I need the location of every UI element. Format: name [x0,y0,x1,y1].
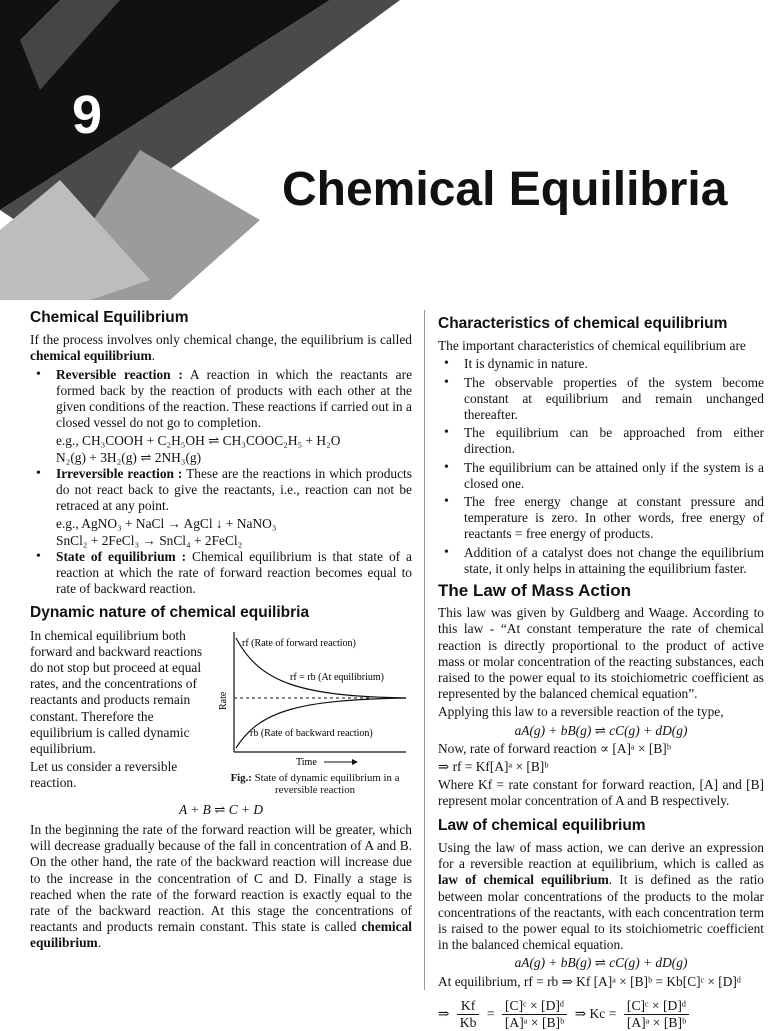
kf-over-kb-fraction [457,998,480,1031]
concentration-fraction-2 [624,998,689,1031]
chemical-equilibrium-equation-2: At equilibrium, rf = rb ⇒ Kf [A]ᵃ × [B]ᵇ = Kb[C]ᶜ × [D]ᵈ [438,973,742,989]
section-heading-dynamic-nature: Dynamic nature of chemical equilibria [30,604,310,622]
reversible-label: Reversible reaction : [56,366,183,382]
equilibrium-label: rf = rb (At equilibrium) [290,671,384,683]
characteristic-item: • The free energy change at constant pressure and temperature is zero. In other words, free energy of reactants = free energy of products. [438,494,764,543]
dynamic-text [30,628,212,796]
rate-time-graph [220,628,410,768]
state-text: Chemical equilibrium is that state of a reaction at which the rate of forward reaction becomes equal to rate of backward reaction. [56,548,412,597]
intro-paragraph: If the process involves only chemical change, the equilibrium is called chemical equilibrium. [30,332,412,364]
chapter-banner [0,0,768,300]
irreversible-reaction-item [30,466,412,515]
implies-arrow-2: ⇒ [574,1005,587,1021]
kc-label: Kc = [589,1005,617,1021]
time-arrow-head [352,759,358,765]
reversible-example-1: e.g., CH₃COOH + C₂H₅OH ⇌ CH₃COOC₂H₅ + H₂O [56,433,341,449]
definition-list-2 [30,466,412,515]
characteristic-item: • Addition of a catalyst does not change the equilibrium state, it only helps in attaining the equilibrium faster. [438,545,764,577]
dynamic-paragraph-3-bold: chemical equilibrium [30,919,412,951]
backward-label: rb (Rate of backward reaction) [250,727,373,739]
kb-denominator: Kb [459,1014,477,1030]
section-heading-characteristics: Characteristics of chemical equilibrium [438,315,728,332]
reactants-denominator-1: [A]ᵃ × [B]ᵇ [504,1014,565,1030]
right-column [438,312,764,1031]
concentration-fraction-1 [502,998,567,1031]
irreversible-example-1: e.g., AgNO₃ + NaCl → AgCl ↓ + NaNO₃ [56,516,277,532]
definition-list-3 [30,549,412,598]
y-axis-label: Rate [218,691,229,710]
rate-time-figure [220,628,410,796]
mass-action-paragraph-1: This law was given by Guldberg and Waage. According to this law - “At constant temperature the rate of chemical reaction is directly proportional to the product of active mass or molar concentration of the reacting substances, each raised to the power equal to its stoichiometric coefficient as represented by the balanced chemical equation”. [438,605,764,702]
dynamic-figure-row [30,628,412,796]
backward-rate-curve [236,698,406,748]
implies-arrow-1: ⇒ [438,1005,450,1021]
left-column [30,306,412,954]
section-heading-law-of-chemical-equilibrium: Law of chemical equilibrium [438,816,646,834]
characteristic-item: • The equilibrium can be approached from either direction. [438,425,764,457]
dynamic-paragraph-2: Let us consider a reversible reaction. [30,759,178,791]
reaction-equation: A + B ⇌ C + D [178,801,264,817]
characteristic-item: • It is dynamic in nature. [438,356,764,372]
characteristic-item: • The observable properties of the system become constant at equilibrium and remain unchanged thereafter. [438,375,764,424]
reversible-text: A reaction in which the reactants are formed back by the reaction of products with each other at the given conditions of the reaction. These reactions if carried out in a closed vessel do not go to completion. [56,366,413,431]
chapter-title: Chemical Equilibria [282,163,728,216]
definition-list [30,367,412,432]
law-text-b: . It is defined as the ratio between molar concentrations of the products to the molar concentrations of the reactants, with each concentration term is raised to the power equal to its stoichiometric coefficient in the balanced chemical equation. [438,872,764,953]
mass-action-equation-3: ⇒ rf = Kf[A]ᵃ × [B]ᵇ [438,759,549,775]
products-numerator-2: [C]ᶜ × [D]ᵈ [624,998,689,1015]
characteristic-item: • The equilibrium can be attained only if the system is a closed one. [438,460,764,492]
irreversible-label: Irreversible reaction : [56,465,183,481]
reversible-reaction-item [30,367,412,432]
banner-graphic [0,0,768,300]
intro-text: If the process involves only chemical change, the equilibrium is called [30,332,412,348]
figure-caption [220,772,410,796]
reversible-example-2: N₂(g) + 3H₂(g) ⇌ 2NH₃(g) [56,449,202,465]
mass-action-paragraph-2: Applying this law to a reversible reaction of the type, [438,704,724,720]
mass-action-paragraph-3: Where Kf = rate constant for forward reaction, [A] and [B] represent molar concentration of A and B respectively. [438,777,764,809]
characteristics-list [438,356,764,577]
law-bold: law of chemical equilibrium [438,872,609,888]
mass-action-equation-2: Now, rate of forward reaction ∝ [A]ᵃ × [B]ᵇ [438,740,671,756]
mass-action-equation-1: aA(g) + bB(g) ⇌ cC(g) + dD(g) [514,722,688,738]
column-divider [424,310,425,990]
chemical-equilibrium-equation-1: aA(g) + bB(g) ⇌ cC(g) + dD(g) [514,955,688,971]
intro-bold: chemical equilibrium [30,348,152,364]
x-axis-label: Time [296,756,317,768]
section-heading-law-of-mass-action: The Law of Mass Action [438,581,632,601]
caption-bold: Fig.: [230,771,252,784]
irreversible-example-2: SnCl₂ + 2FeCl₃ → SnCl₄ + 2FeCl₂ [56,532,243,548]
section-heading-chemical-equilibrium: Chemical Equilibrium [30,309,189,326]
chapter-number: 9 [72,85,103,145]
caption-text: State of dynamic equilibrium in a reversible reaction [251,771,400,796]
state-of-equilibrium-item [30,549,412,598]
chemical-equilibrium-paragraph [438,840,764,953]
dynamic-paragraph-3: In the beginning the rate of the forward reaction will be greater, which will decrease gradually because of the fall in concentration of A and B. On the other hand, the rate of the backward reaction will increase due to the increase in the concentration of C and D. Finally a stage is reached when the rate of the forward reaction is exactly equal to the rate of the backward reaction. At this stage the concentrations of reactants and products remain constant. This state is called chemical equilibrium. [30,822,412,951]
equilibrium-constant-expression: ⇒ $\frac{Kf}{Kb}$ = $\frac{\text{[C]ᶜ × [D]ᵈ}}{\text{[A]ᵃ × [B]ᵇ}}$ ⇒ Kc = $\frac{\text{[C]ᶜ × [D]ᵈ}}{\text{[A]ᵃ × [B]ᵇ}}$ [438,998,764,1031]
reactants-denominator-2: [A]ᵃ × [B]ᵇ [626,1014,687,1030]
kf-numerator: Kf [457,998,480,1015]
dynamic-paragraph-3-text: In the beginning the rate of the forward reaction will be greater, which will decrease gradually because of the fall in concentration of A and B. On the other hand, the rate of the backward reaction will increase due to the increase in the concentration of C and D. Finally a stage is reached when the rate of the forward reaction is exactly equal to the rate of the backward reaction. At this stage the concentrations of reactants and products remain constant. This state is called [30,822,412,935]
state-label: State of equilibrium : [56,548,187,564]
characteristics-intro: The important characteristics of chemical equilibrium are [438,338,746,354]
dynamic-paragraph-1: In chemical equilibrium both forward and backward reactions do not stop but proceed at equal rates, and the concentrations of reactants and products remain constant. Therefore the equilibrium is called dynamic equilibrium. [30,627,203,757]
irreversible-text: These are the reactions in which products do not react back to give the reactants, i.e., reaction can not be retraced at any point. [56,465,412,514]
forward-label: rf (Rate of forward reaction) [242,637,356,649]
law-text-a: Using the law of mass action, we can derive an expression for a reversible reaction at equilibrium, which is called as [438,839,764,872]
products-numerator-1: [C]ᶜ × [D]ᵈ [502,998,567,1015]
